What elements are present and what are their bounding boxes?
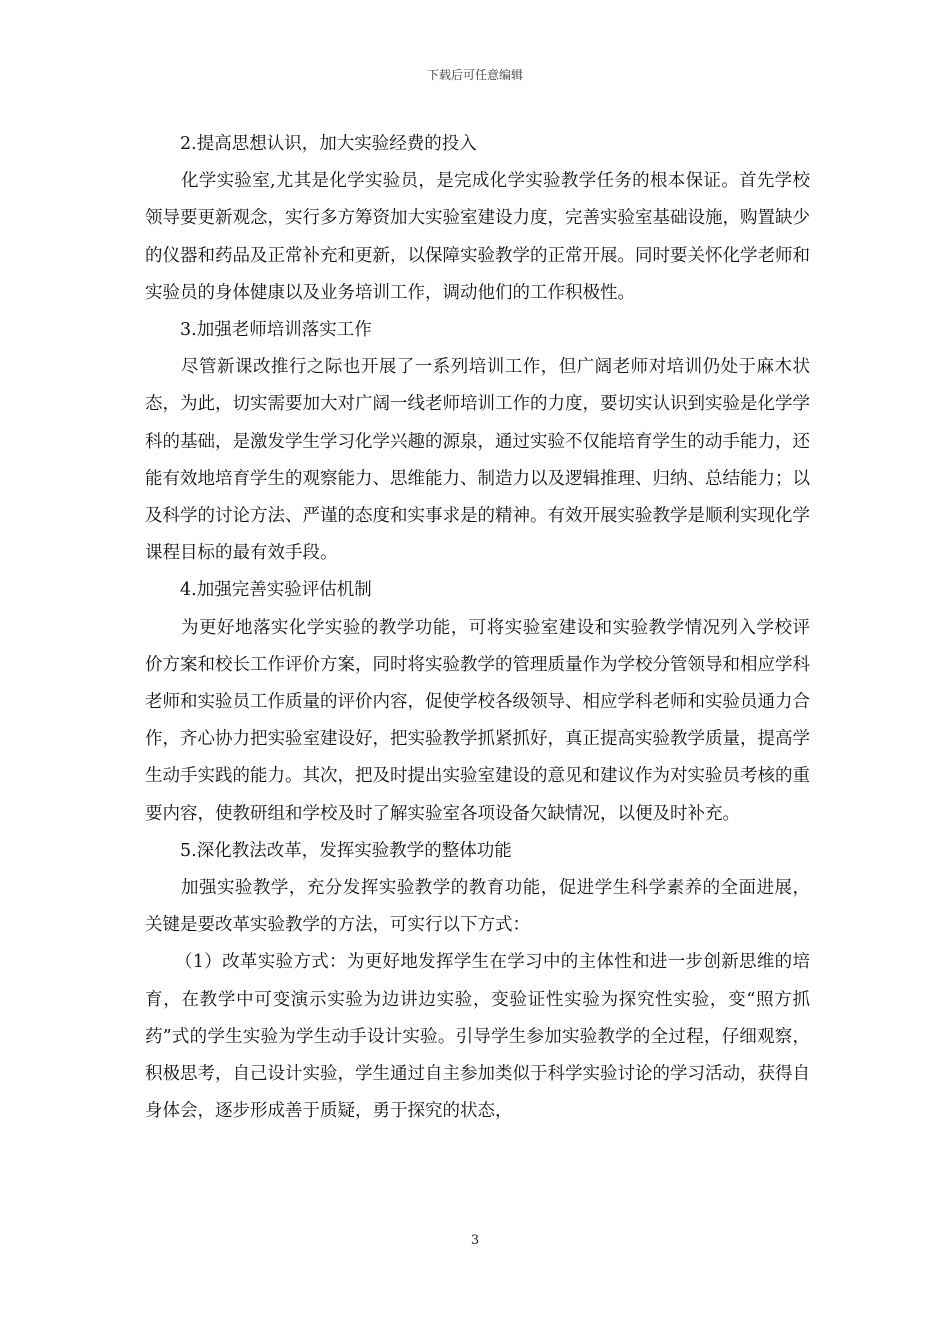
paragraph: 化学实验室,尤其是化学实验员，是完成化学实验教学任务的根本保证。首先学校领导要更新观念，实行多方筹资加大实验室建设力度，完善实验室基础设施，购置缺少的仪器和药品及正常补充和更新，以保障实验教学的正常开展。同时要关怀化学老师和实验员的身体健康以及业务培训工作，调动他们的工作积极性。: [145, 171, 810, 303]
paragraph: 尽管新课改推行之际也开展了一系列培训工作，但广阔老师对培训仍处于麻木状态，为此，切实需要加大对广阔一线老师培训工作的力度，要切实认识到实验是化学学科的基础，是激发学生学习化学兴趣的源泉，通过实验不仅能培育学生的动手能力，还能有效地培育学生的观察能力、思维能力、制造力以及逻辑推理、归纳、总结能力；以及科学的讨论方法、严谨的态度和实事求是的精神。有效开展实验教学是顺利实现化学课程目标的最有效手段。: [145, 357, 810, 564]
page-header: 下载后可任意编辑: [426, 68, 523, 82]
section-heading-5: 5.深化教法改革，发挥实验教学的整体功能: [180, 840, 512, 861]
section-heading-3: 3.加强老师培训落实工作: [180, 320, 372, 341]
document-body: [145, 126, 810, 1130]
page-number: 3: [470, 1233, 480, 1248]
list-item: （1）改革实验方式：为更好地发挥学生在学习中的主体性和进一步创新思维的培育，在教学中可变演示实验为边讲边实验，变验证性实验为探究性实验，变“照方抓药”式的学生实验为学生动手设计实验。引导学生参加实验教学的全过程，仔细观察，积极思考，自己设计实验，学生通过自主参加类似于科学实验讨论的学习活动，获得自身体会，逐步形成善于质疑，勇于探究的状态，: [145, 952, 810, 1122]
section-heading-4: 4.加强完善实验评估机制: [180, 580, 372, 601]
paragraph: 为更好地落实化学实验的教学功能，可将实验室建设和实验教学情况列入学校评价方案和校长工作评价方案，同时将实验教学的管理质量作为学校分管领导和相应学科老师和实验员工作质量的评价内容，促使学校各级领导、相应学科老师和实验员通力合作，齐心协力把实验室建设好，把实验教学抓紧抓好，真正提高实验教学质量，提高学生动手实践的能力。其次，把及时提出实验室建设的意见和建议作为对实验员考核的重要内容，使教研组和学校及时了解实验室各项设备欠缺情况，以便及时补充。: [145, 617, 810, 824]
paragraph: 加强实验教学，充分发挥实验教学的教育功能，促进学生科学素养的全面进展，关键是要改革实验教学的方法，可实行以下方式：: [145, 878, 810, 936]
section-heading-2: 2.提高思想认识，加大实验经费的投入: [180, 134, 477, 154]
